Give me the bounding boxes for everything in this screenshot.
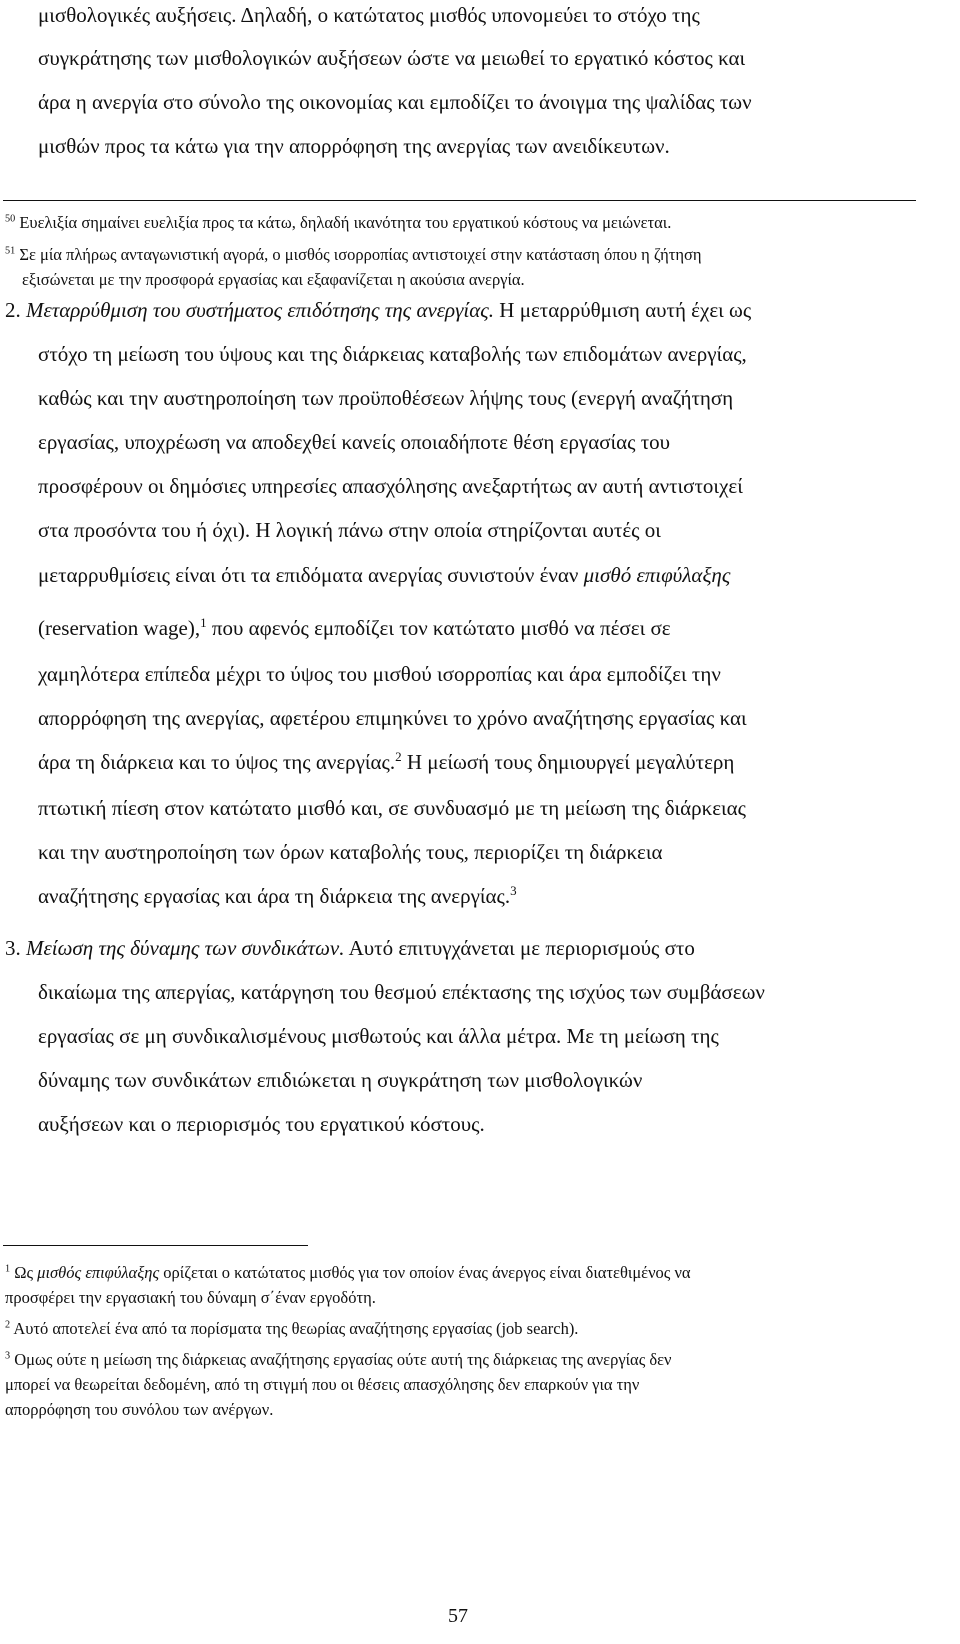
text-run: που αφενός εμποδίζει τον κατώτατο μισθό να πέσει σε [211, 616, 671, 640]
page-number: 57 [448, 1605, 468, 1627]
footnote-text: Αυτό αποτελεί ένα από τα πορίσματα της θεωρίας αναζήτησης εργασίας (job search). [13, 1319, 579, 1338]
text-line: μισθών προς τα κάτω για την απορρόφηση της ανεργίας των ανειδίκευτων. [38, 134, 670, 158]
footnote-ref[interactable]: 1 [200, 615, 207, 630]
footnote-mark: 51 [5, 245, 16, 257]
italic-term: μισθός επιφύλαξης [37, 1263, 160, 1282]
text-line: αυξήσεων και ο περιορισμός του εργατικού κόστους. [38, 1112, 485, 1136]
footnote-separator [3, 200, 916, 201]
text-line: καθώς και την αυστηροποίηση των προϋποθέσεων λήψης τους (ενεργή αναζήτηση [38, 386, 734, 410]
text-line: συγκράτησης των μισθολογικών αυξήσεων ώστε να μειωθεί το εργατικό κόστος και [38, 46, 746, 70]
text-run: αναζήτησης εργασίας και άρα τη διάρκεια της ανεργίας. [38, 884, 511, 908]
text-line: εργασίας σε μη συνδικαλισμένους μισθωτούς και άλλα μέτρα. Με τη μείωση της [38, 1024, 719, 1048]
text-run: Η μεταρρύθμιση αυτή έχει ως [499, 298, 752, 322]
footnote-text: προσφέρει την εργασιακή του δύναμη σ΄έναν εργοδότη. [5, 1288, 376, 1307]
footnote-text: Σε μία πλήρως ανταγωνιστική αγορά, ο μισθός ισορροπίας αντιστοιχεί στην κατάσταση όπου η ζήτηση [19, 245, 702, 264]
footnote-ref[interactable]: 2 [395, 749, 402, 764]
italic-term: μισθό επιφύλαξης [583, 563, 731, 587]
text-line: και την αυστηροποίηση των όρων καταβολής τους, περιορίζει τη διάρκεια [38, 840, 663, 864]
text-line: απορρόφηση της ανεργίας, αφετέρου επιμηκύνει το χρόνο αναζήτησης εργασίας και [38, 706, 747, 730]
text-run: ορίζεται ο κατώτατος μισθός για τον οποίον ένας άνεργος είναι διατεθιμένος να [163, 1263, 691, 1282]
text-run: (reservation wage), [38, 616, 201, 640]
footnote-separator [3, 1245, 308, 1246]
footnote-mark: 1 [5, 1263, 11, 1275]
footnote-mark: 3 [5, 1350, 11, 1362]
text-line: χαμηλότερα επίπεδα μέχρι το ύψος του μισθού ισορροπίας και άρα εμποδίζει την [38, 662, 721, 686]
text-run: Η μείωσή τους δημιουργεί μεγαλύτερη [406, 750, 735, 774]
item-number: 3. [5, 936, 21, 960]
text-line: στόχο τη μείωση του ύψους και της διάρκειας καταβολής των επιδομάτων ανεργίας, [38, 342, 747, 366]
text-line: δύναμης των συνδικάτων επιδιώκεται η συγκράτηση των μισθολογικών [38, 1068, 643, 1092]
text-line: στα προσόντα του ή όχι). Η λογική πάνω στην οποία στηρίζονται αυτές οι [38, 518, 661, 542]
footnote-mark: 2 [5, 1319, 11, 1331]
footnote-text: εξισώνεται με την προσφορά εργασίας και εξαφανίζεται η ακούσια ανεργία. [22, 270, 525, 289]
item-heading: Μείωση της δύναμης των συνδικάτων. [26, 936, 345, 960]
item-heading: Μεταρρύθμιση του συστήματος επιδότησης της ανεργίας. [26, 298, 495, 322]
text-run: Αυτό επιτυγχάνεται με περιορισμούς στο [348, 936, 695, 960]
text-run: Ως [14, 1263, 34, 1282]
footnote-text: Ευελιξία σημαίνει ευελιξία προς τα κάτω, δηλαδή ικανότητα του εργατικού κόστους να μειώνεται. [19, 213, 672, 232]
footnote-text: Ομως ούτε η μείωση της διάρκειας αναζήτησης εργασίας ούτε αυτή της διάρκειας της ανεργίας δεν [14, 1350, 672, 1369]
footnote-text: μπορεί να θεωρείται δεδομένη, από τη στιγμή που οι θέσεις απασχόλησης δεν επαρκούν για την [5, 1375, 640, 1394]
text-line: άρα η ανεργία στο σύνολο της οικονομίας και εμποδίζει το άνοιγμα της ψαλίδας των [38, 90, 752, 114]
text-line: προσφέρουν οι δημόσιες υπηρεσίες απασχόλησης ανεξαρτήτως αν αυτή αντιστοιχεί [38, 474, 743, 498]
text-line: πτωτική πίεση στον κατώτατο μισθό και, σε συνδυασμό με τη μείωση της διάρκειας [38, 796, 746, 820]
text-line: εργασίας, υποχρέωση να αποδεχθεί κανείς οποιαδήποτε θέση εργασίας του [38, 430, 671, 454]
footnote-mark: 50 [5, 213, 16, 225]
footnote-ref[interactable]: 3 [510, 883, 517, 898]
text-run: άρα τη διάρκεια και το ύψος της ανεργίας. [38, 750, 396, 774]
footnote-text: απορρόφηση του συνόλου των ανέργων. [5, 1400, 274, 1419]
text-run: μεταρρυθμίσεις είναι ότι τα επιδόματα ανεργίας συνιστούν έναν [38, 563, 579, 587]
text-line: δικαίωμα της απεργίας, κατάργηση του θεσμού επέκτασης της ισχύος των συμβάσεων [38, 980, 765, 1004]
text-line: μισθολογικές αυξήσεις. Δηλαδή, ο κατώτατος μισθός υπονομεύει το στόχο της [38, 3, 700, 27]
item-number: 2. [5, 298, 21, 322]
